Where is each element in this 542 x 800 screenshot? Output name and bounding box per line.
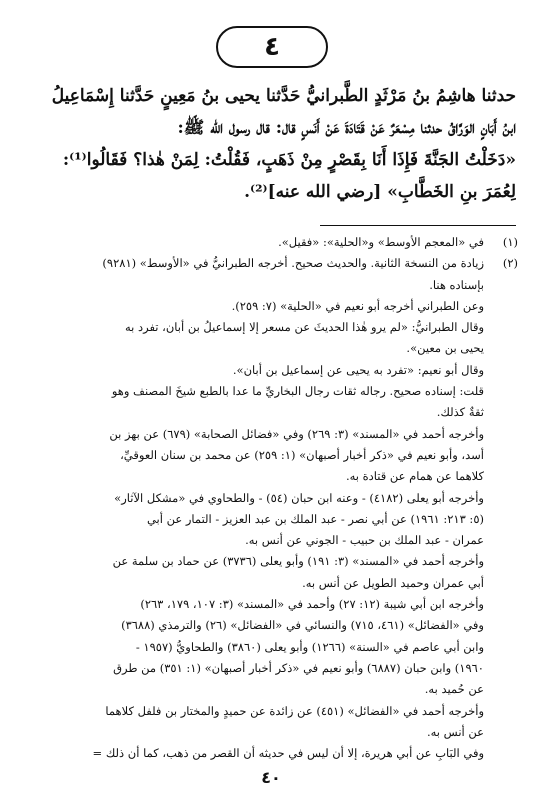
hadith-number: ٤ (264, 32, 280, 62)
footnote-line: وأخرجه أحمد في «المسند» (٣: ١٩١) وأبو يعلى (٣٧٣٦) عن حماد بن سلمة عن (112, 554, 484, 569)
footnote-line: وفي «الفضائل» (٤٦١، ٧١٥) والنسائي في «الفضائل» (٢٦) والترمذي (٣٦٨٨) (121, 618, 484, 633)
footnote-line: وأخرجه أبو يعلى (٤١٨٢) - وعنه ابن حبان (٥٤) - والطحاوي في «مشكل الآثار» (114, 490, 484, 505)
footnote-line: قلت: إسناده صحيح. رجاله ثقات رجال البخاريِّ ما عدا بالطبع شيخَ المصنف وهو (111, 384, 484, 399)
footnote-line: وفي البَابِ عن أبي هريرة، إلا أن ليس في حديثه أن القصر من ذهب، كما أن ذلك = (92, 746, 484, 761)
hadith-line: حدثنا هاشِمُ بنُ مَرْثَدٍ الطَّبرانيُّ حَدَّثنا يحيى بنُ مَعِينٍ حَدَّثنا إِسْمَاعِيلُ (51, 86, 516, 106)
hadith-line: لِعُمَرَ بنِ الخَطَّابِ» [رضي الله عنه]⁽²⁾. (244, 182, 516, 202)
hadith-text (36, 80, 516, 208)
footnote-line: أسد، وأبو نعيم في «ذكر أخبار أصبهان» (١: ٢٥٩) عن محمد بن سنان العوقيِّ، (120, 447, 484, 462)
footnote-line: عن حُميد به. (424, 682, 484, 697)
footnote-divider (320, 225, 516, 226)
footnote-line: وابن أبي عاصم في «السنة» (١٢٦٦) وأبو يعلى (٣٨٦٠) والطحاويُّ (١٩٥٧ - (135, 639, 484, 654)
footnote-line: عمران - عبد الملك بن حبيب - الجوني عن أنس به. (245, 533, 484, 548)
footnotes (22, 232, 518, 764)
footnote-line: (٥: ٢١٣: ١٩٦١) عن أبي نصر - عبد الملك بن عبد العزيز - التمار عن أبي (146, 511, 484, 526)
footnote-line: وأخرجه أحمد في «المسند» (٣: ٢٦٩) وفي «فضائل الصحابة» (٦٧٩) عن بهز بن (109, 426, 484, 441)
footnote-line: عن أنس به. (426, 724, 484, 739)
footnote-line: وقال الطبرانيُّ: «لم يرو هٰذا الحديثَ عن مسعر إلا إسماعيلُ بن أبان، تفرد به (124, 320, 484, 335)
footnote-line: وعن الطبراني أخرجه أبو نعيم في «الحلية» (٧: ٢٥٩). (231, 298, 484, 313)
footnote-line: وقال أبو نعيم: «تفرد به يحيى عن إسماعيل بن أبان». (232, 362, 484, 377)
footnote-line: يحيى بن معين». (406, 341, 484, 356)
footnote-body (22, 253, 484, 764)
footnote-number: (٢) (502, 256, 518, 271)
hadith-line: ابنُ أَبَانٍ الوَرَّاقُ حدثنا مِسْعَرٌ عَنْ قَتَادَةَ عَنْ أَنَسٍ قال: قال رسول الله ﷺ: (177, 118, 516, 138)
footnote-line: في «المعجم الأوسط» و«الحلية»: «فقيل». (278, 235, 484, 249)
hadith-number-badge (216, 26, 328, 68)
footnote-line: وأخرجه أحمد في «الفضائل» (٤٥١) عن زائدة عن حميدٍ والمختار بن فلفل كلاهما (105, 703, 484, 718)
footnote-line: وأخرجه ابن أبي شيبة (١٢: ٢٧) وأحمد في «المسند» (٣: ١٠٧، ١٧٩، ٢٦٣) (140, 597, 484, 612)
footnote-line: كلاهما عن همام عن قتادة به. (345, 469, 484, 484)
footnote-line: زيادة من النسخة الثانية. والحديث صحيح. أخرجه الطبرانيُّ في «الأوسط» (٩٢٨١) (102, 256, 484, 271)
footnote-body (22, 232, 484, 253)
page-number: ٤٠ (261, 768, 281, 787)
footnote-line: ١٩٦٠) وابن حبان (٦٨٨٧) وأبو نعيم في «ذكر أخبار أصبهان» (١: ٣٥١) من طرق (113, 660, 484, 675)
hadith-line: «دَخَلْتُ الجَنَّةَ فَإِذَا أَنَا بِقَصْرٍ مِنْ ذَهَبٍ، فَقُلْتُ: لِمَنْ هٰذا؟ فَقَالُوا⁽¹⁾: (62, 150, 516, 170)
footnote-line: أبي عمران وحميد الطويل عن أنس به. (302, 575, 484, 590)
footnote-line: بإسناده هنا. (429, 277, 484, 292)
footnote-line: ثقةٌ كذلك. (436, 405, 484, 420)
footnote (22, 253, 518, 764)
footnote-number: (١) (502, 235, 518, 249)
footnote (22, 232, 518, 253)
